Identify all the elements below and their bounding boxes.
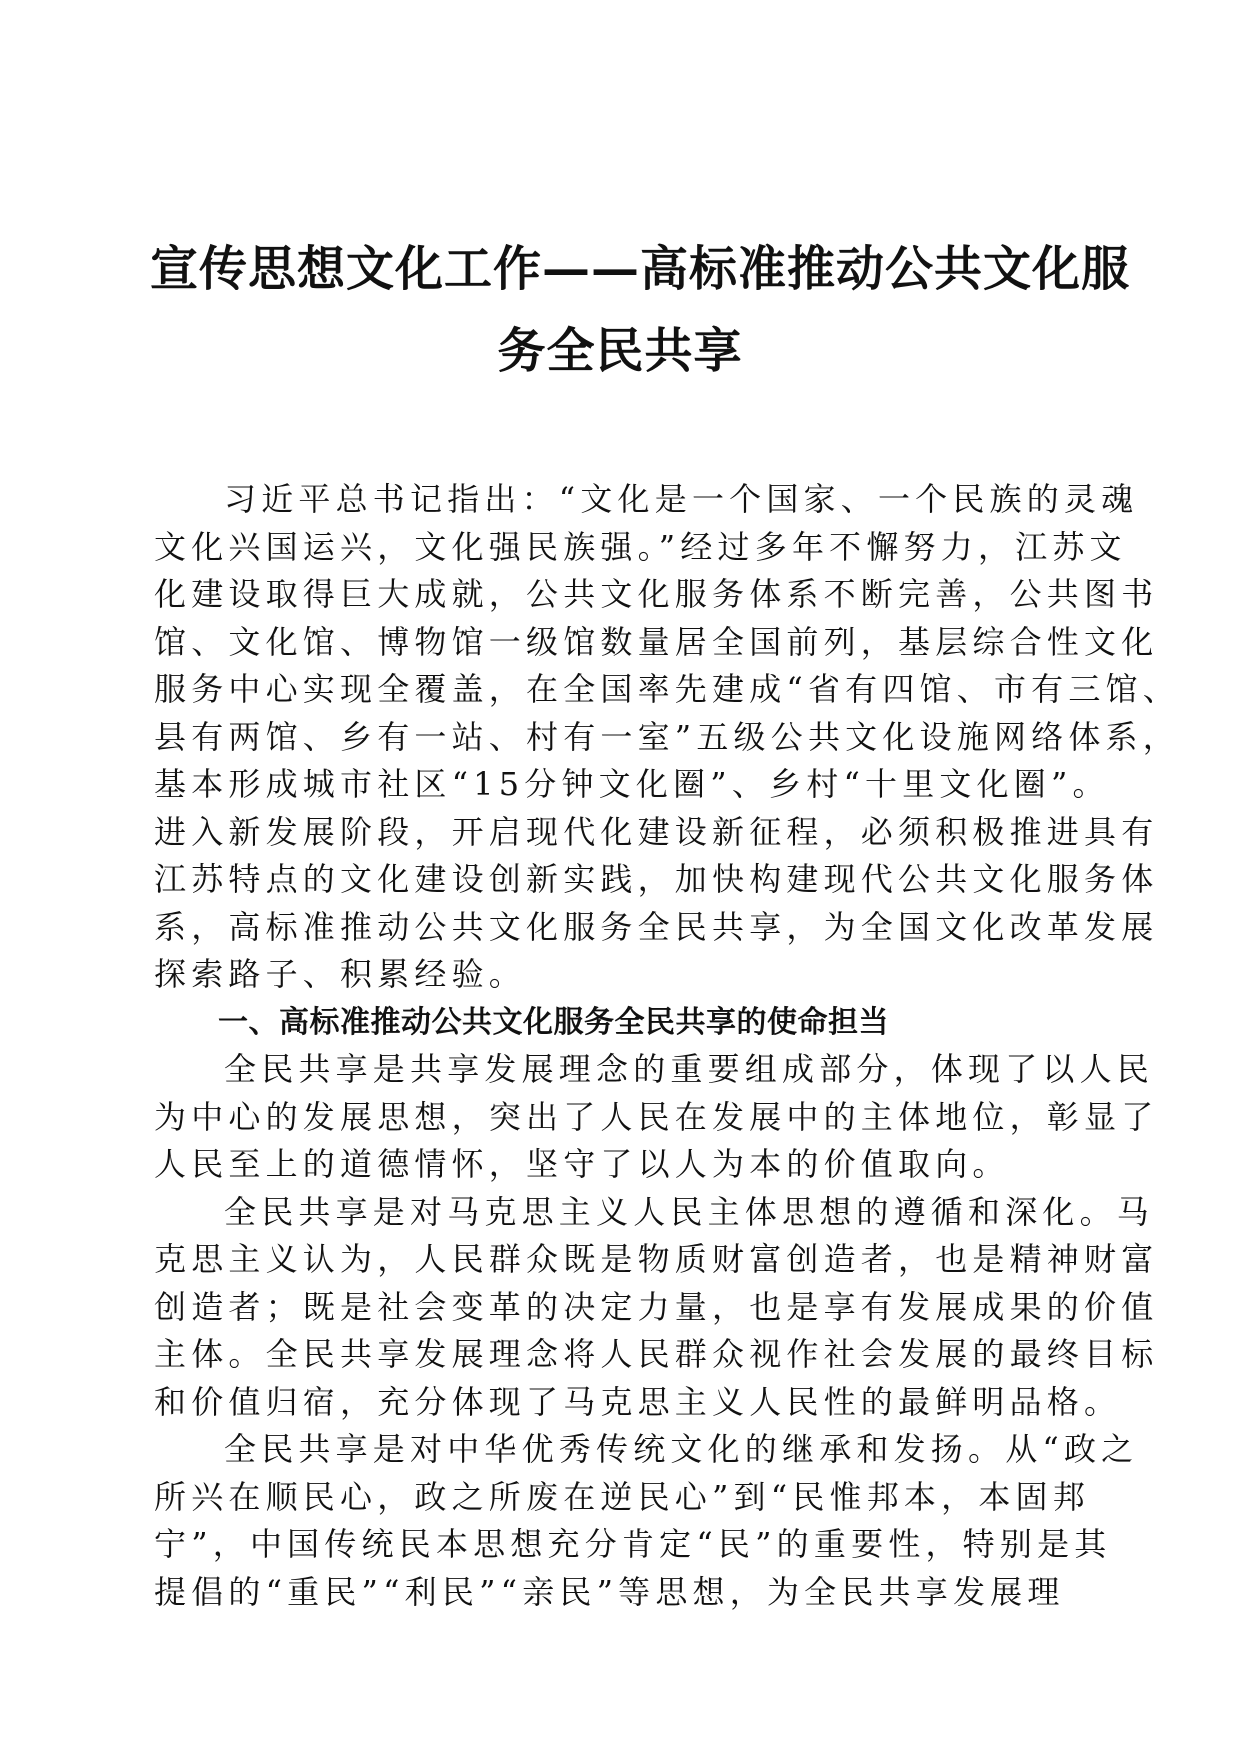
paragraph-line: 提倡的“重民”“利民”“亲民”等思想，为全民共享发展理 [154,1572,1065,1611]
paragraph-line: 江苏特点的文化建设创新实践，加快构建现代公共文化服务体 [154,860,1159,898]
paragraph-line: 进入新发展阶段，开启现代化建设新征程，必须积极推进具有 [154,812,1159,851]
section-paragraph-3 [154,1426,1139,1616]
paragraph-line: 全民共享是对马克思主义人民主体思想的遵循和深化。马 [224,1192,1155,1231]
section-paragraph-2 [154,1189,1159,1427]
paragraph-line: 化建设取得巨大成就，公共文化服务体系不断完善，公共图书 [154,575,1159,613]
paragraph-line: 为中心的发展思想，突出了人民在发展中的主体地位，彰显了 [154,1097,1159,1136]
paragraph-line: 克思主义认为，人民群众既是物质财富创造者，也是精神财富 [154,1240,1159,1278]
paragraph-line: 基本形成城市社区“15分钟文化圈”、乡村“十里文化圈”。 [154,765,1110,803]
title-line-1: 宣传思想文化工作——高标准推动公共文化服 [150,241,1131,297]
paragraph-line: 服务中心实现全覆盖，在全国率先建成“省有四馆、市有三馆、 [154,670,1180,708]
section-paragraph-1 [154,1046,1159,1189]
paragraph-line: 创造者；既是社会变革的决定力量，也是享有发展成果的价值 [154,1287,1159,1326]
paragraph-line: 系，高标准推动公共文化服务全民共享，为全国文化改革发展 [154,907,1159,946]
paragraph-line: 全民共享是共享发展理念的重要组成部分，体现了以人民 [224,1050,1155,1088]
title-line-2: 务全民共享 [497,323,743,379]
paragraph-line: 所兴在顺民心，政之所废在逆民心”到“民惟邦本，本固邦 [154,1477,1090,1516]
paragraph-line: 全民共享是对中华优秀传统文化的继承和发扬。从“政之 [224,1430,1139,1468]
paragraph-line: 人民至上的道德情怀，坚守了以人为本的价值取向。 [154,1145,1010,1183]
document-title [150,228,1131,392]
paragraph-line: 馆、文化馆、博物馆一级馆数量居全国前列，基层综合性文化 [154,622,1159,661]
paragraph-line: 探索路子、积累经验。 [154,955,527,993]
paragraph-line: 和价值归宿，充分体现了马克思主义人民性的最鲜明品格。 [154,1382,1122,1421]
paragraph-line: 宁”，中国传统民本思想充分肯定“民”的重要性，特别是其 [154,1525,1112,1563]
intro-paragraph [154,476,1180,999]
paragraph-line: 文化兴国运兴，文化强民族强。”经过多年不懈努力，江苏文 [154,527,1127,566]
paragraph-line: 习近平总书记指出：“文化是一个国家、一个民族的灵魂 [224,480,1139,518]
paragraph-line: 主体。全民共享发展理念将人民群众视作社会发展的最终目标 [154,1335,1159,1373]
section-heading: 一、高标准推动公共文化服务全民共享的使命担当 [218,1004,889,1040]
document-body [154,476,1180,1616]
paragraph-line: 县有两馆、乡有一站、村有一室”五级公共文化设施网络体系， [154,717,1180,756]
